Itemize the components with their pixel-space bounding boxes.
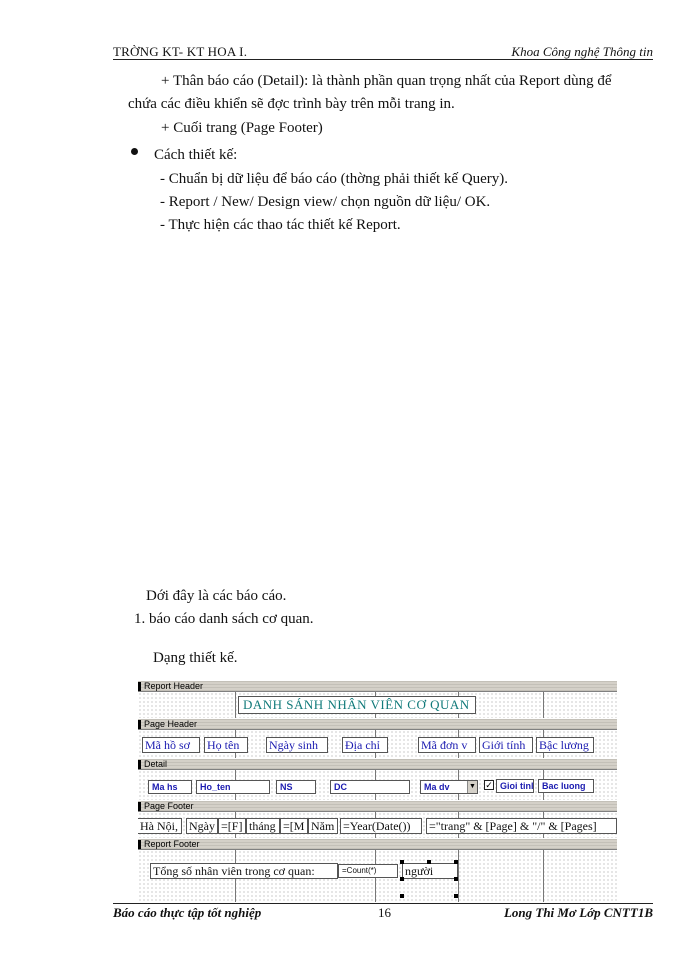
footer-unit[interactable]: người xyxy=(402,863,458,879)
field-gioi-tinh[interactable]: Gioi tinl xyxy=(496,779,534,793)
step-3: - Thực hiện các thao tác thiết kế Report. xyxy=(160,217,401,233)
report-design-view xyxy=(138,680,617,902)
label-ma-ho-so[interactable]: Mã hồ sơ xyxy=(142,737,200,753)
report-title-label[interactable]: DANH SÁNH NHÂN VIÊN CƠ QUAN xyxy=(238,696,476,714)
footer-total-label[interactable]: Tổng số nhân viên trong cơ quan: xyxy=(150,863,338,879)
footer-thang[interactable]: tháng xyxy=(246,818,280,834)
below-line: Dới đây là các báo cáo. xyxy=(146,588,287,604)
label-ho-ten[interactable]: Họ tên xyxy=(204,737,248,753)
section-detail[interactable]: Detail xyxy=(138,758,617,770)
report-1-line: 1. báo cáo danh sách cơ quan. xyxy=(134,611,314,627)
resize-handle-icon[interactable] xyxy=(400,877,404,881)
resize-handle-icon[interactable] xyxy=(400,894,404,898)
combo-ma-dv[interactable] xyxy=(420,780,478,794)
footer-rule xyxy=(113,903,653,904)
step-1: - Chuẩn bị dữ liệu để báo cáo (thờng phải thiết kế Query). xyxy=(160,171,509,187)
label-dia-chi[interactable]: Địa chỉ xyxy=(342,737,388,753)
resize-handle-icon[interactable] xyxy=(454,894,458,898)
footer-ha-noi[interactable]: Hà Nội, xyxy=(138,818,182,834)
field-ma-hs[interactable]: Ma hs xyxy=(148,780,192,794)
resize-handle-icon[interactable] xyxy=(400,860,404,864)
label-ma-don-vi[interactable]: Mã đơn v xyxy=(418,737,476,753)
field-bac-luong[interactable]: Bac luong xyxy=(538,779,594,793)
chevron-down-icon[interactable]: ▼ xyxy=(467,781,477,793)
footer-pages[interactable]: ="trang" & [Page] & "/" & [Pages] xyxy=(426,818,617,834)
label-ngay-sinh[interactable]: Ngày sinh xyxy=(266,737,328,753)
step-2: - Report / New/ Design view/ chọn nguồn dữ liệu/ OK. xyxy=(160,194,491,210)
footer-count[interactable]: =Count(*) xyxy=(338,864,398,878)
page-footer-line: + Cuối trang (Page Footer) xyxy=(161,120,323,136)
section-report-header[interactable]: Report Header xyxy=(138,680,617,692)
checkbox-gioi-tinh[interactable]: ✓ xyxy=(485,780,493,790)
resize-handle-icon[interactable] xyxy=(427,860,431,864)
footer-author: Long Thi Mơ Lớp CNTT1B xyxy=(503,905,653,920)
field-ns[interactable]: NS xyxy=(276,780,316,794)
footer-f[interactable]: =[F] xyxy=(218,818,246,834)
section-page-footer[interactable]: Page Footer xyxy=(138,800,617,812)
design-form-line: Dạng thiết kế. xyxy=(153,650,238,666)
footer-ngay[interactable]: Ngày xyxy=(186,818,218,834)
combo-ma-dv-value: Ma dv xyxy=(424,782,450,792)
section-report-footer[interactable]: Report Footer xyxy=(138,838,617,850)
field-dc[interactable]: DC xyxy=(330,780,410,794)
footer-nam[interactable]: Năm xyxy=(308,818,338,834)
header-faculty: Khoa Công nghệ Thông tin xyxy=(511,44,653,59)
page-header xyxy=(113,44,653,60)
detail-line-1: + Thân báo cáo (Detail): là thành phần quan trọng nhất của Report dùng để xyxy=(161,73,612,89)
section-page-header[interactable]: Page Header xyxy=(138,718,617,730)
footer-title: Báo cáo thực tập tốt nghiệp xyxy=(113,905,262,920)
bullet-icon xyxy=(131,148,138,155)
field-ho-ten[interactable]: Ho_ten xyxy=(196,780,270,794)
page-number: 16 xyxy=(378,905,391,920)
label-gioi-tinh[interactable]: Giới tính xyxy=(479,737,533,753)
footer-m[interactable]: =[M xyxy=(280,818,308,834)
design-title: Cách thiết kế: xyxy=(154,147,238,163)
resize-handle-icon[interactable] xyxy=(454,877,458,881)
header-school: TRỜNG KT- KT HOA I. xyxy=(113,44,248,59)
footer-year[interactable]: =Year(Date()) xyxy=(340,818,422,834)
label-bac-luong[interactable]: Bậc lương xyxy=(536,737,594,753)
detail-line-2: chứa các điều khiển sẽ đợc trình bày trên mỗi trang in. xyxy=(128,96,455,112)
resize-handle-icon[interactable] xyxy=(454,860,458,864)
